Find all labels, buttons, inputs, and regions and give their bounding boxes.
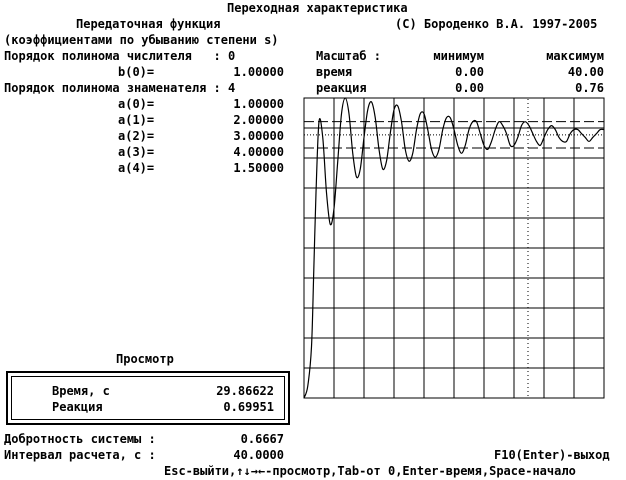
quality-label: Добротность системы : [4, 432, 156, 446]
view-title: Просмотр [116, 352, 174, 366]
coeff-a0-label: a(0)= [118, 97, 155, 111]
section-title: Передаточная функция [76, 17, 221, 31]
coeff-a1-label: a(1)= [118, 113, 155, 127]
coeff-a1-value: 2.00000 [233, 113, 284, 127]
numerator-order: Порядок полинома числителя : 0 [4, 49, 236, 63]
scale-label: Масштаб : [316, 49, 382, 63]
scale-time-label: время [316, 65, 353, 79]
scale-max-header: максимум [546, 49, 604, 63]
window-title: Переходная характеристика [227, 1, 408, 15]
exit-hint[interactable]: F10(Enter)-выход [494, 448, 610, 462]
quality-value: 0.6667 [240, 432, 284, 446]
scale-time-min: 0.00 [455, 65, 484, 79]
denominator-order: Порядок полинома знаменателя : 4 [4, 81, 236, 95]
coeff-a4-value: 1.50000 [233, 161, 284, 175]
coeff-a4-label: a(4)= [118, 161, 155, 175]
step-response-chart[interactable] [303, 97, 607, 399]
coeff-a2-value: 3.00000 [233, 129, 284, 143]
view-time-label: Время, с [52, 384, 110, 398]
interval-label: Интервал расчета, с : [4, 448, 156, 462]
view-response-value: 0.69951 [223, 400, 274, 414]
coeff-b0-label: b(0)= [118, 65, 155, 79]
help-line: Esc-выйти,↑↓→←-просмотр,Tab-от 0,Enter-время,Space-начало [164, 464, 576, 478]
scale-response-label: реакция [316, 81, 367, 95]
scale-time-max: 40.00 [567, 65, 604, 79]
coefficient-note: (коэффициентами по убыванию степени s) [4, 33, 279, 47]
coeff-a2-label: a(2)= [118, 129, 155, 143]
scale-response-max: 0.76 [575, 81, 604, 95]
interval-value: 40.0000 [233, 448, 284, 462]
coeff-a3-label: a(3)= [118, 145, 155, 159]
coeff-a3-value: 4.00000 [233, 145, 284, 159]
coeff-a0-value: 1.00000 [233, 97, 284, 111]
chart-grid [304, 98, 604, 398]
scale-response-min: 0.00 [455, 81, 484, 95]
coeff-b0-value: 1.00000 [233, 65, 284, 79]
copyright: (C) Бороденко В.А. 1997-2005 [395, 17, 598, 31]
scale-min-header: минимум [433, 49, 484, 63]
view-response-label: Реакция [52, 400, 103, 414]
view-time-value: 29.86622 [216, 384, 274, 398]
